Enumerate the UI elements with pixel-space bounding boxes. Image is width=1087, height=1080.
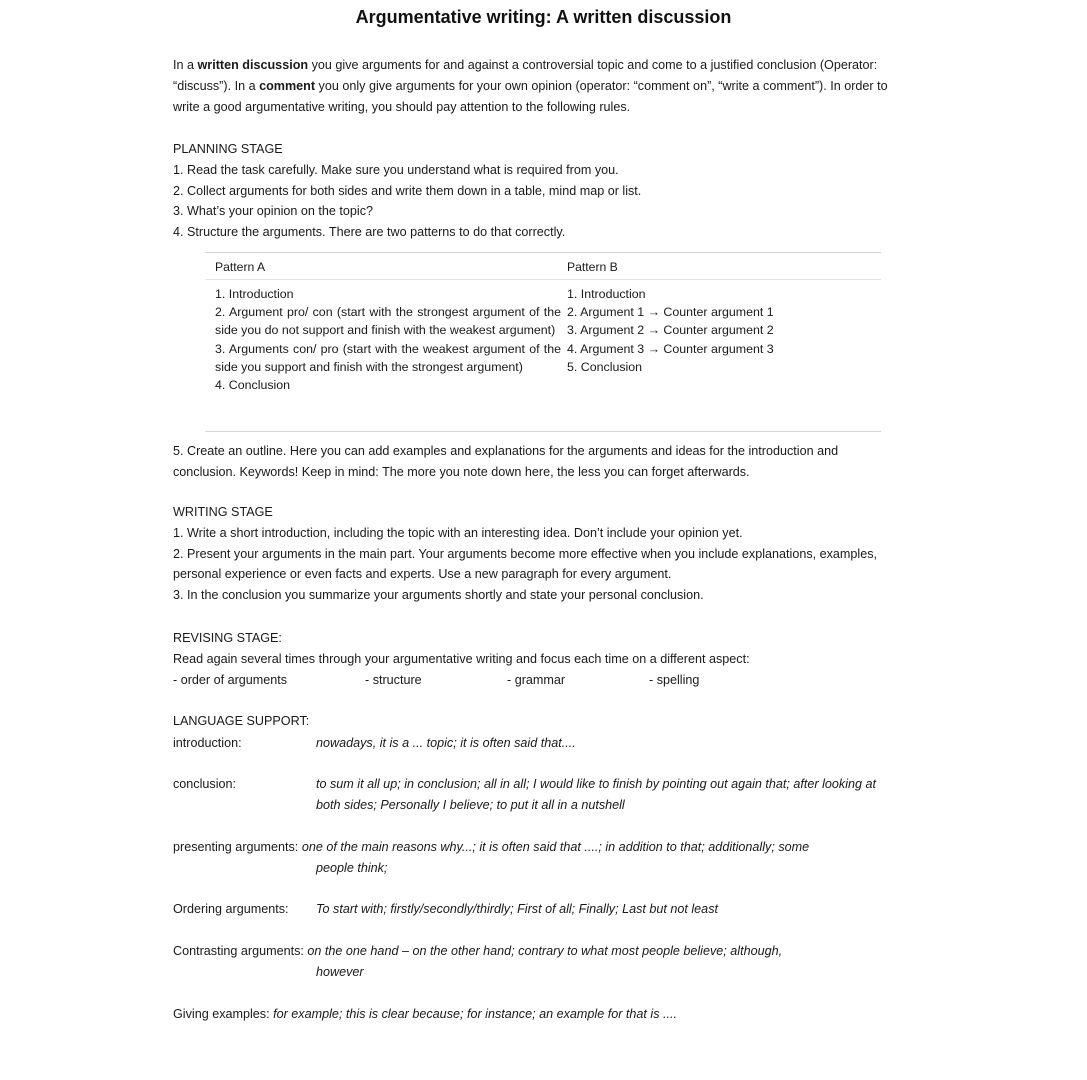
- ls-presenting-text-2: people think;: [316, 860, 388, 875]
- ls-presenting-line: [173, 837, 893, 858]
- writing-heading: WRITING STAGE: [173, 505, 273, 519]
- intro-paragraph: [173, 55, 893, 117]
- writing-item-1: 1. Write a short introduction, including the topic with an interesting idea. Don’t include your opinion yet.: [173, 525, 743, 540]
- revising-heading: REVISING STAGE:: [173, 631, 282, 645]
- ls-ordering-label: Ordering arguments:: [173, 902, 289, 916]
- pattern-a-item: 1. Introduction: [215, 287, 294, 301]
- pattern-b-item: 2. Argument 1 → Counter argument 1: [567, 305, 774, 320]
- planning-heading: PLANNING STAGE: [173, 142, 283, 156]
- planning-item-2: 2. Collect arguments for both sides and write them down in a table, mind map or list.: [173, 183, 642, 198]
- writing-item-2: 2. Present your arguments in the main part. Your arguments become more effective when you include explanations, examples, personal experience or even facts and experts. Use a new paragraph for every argument.: [173, 546, 878, 582]
- ls-examples-line: [173, 1004, 893, 1025]
- aspect-spelling: - spelling: [649, 673, 700, 687]
- pattern-a-item: 3. Arguments con/ pro (start with the weakest argument of the side you support and finish with the strongest argument): [215, 341, 561, 374]
- language-heading: LANGUAGE SUPPORT:: [173, 714, 310, 728]
- intro-text-3: you only give arguments for your own opinion (operator: “comment on”, “write a comment”). In order to write a good argumentative writing, you should pay attention to the following rules.: [173, 78, 888, 114]
- ls-introduction: [173, 733, 893, 754]
- pattern-a-list: [215, 285, 561, 394]
- planning-item-1: 1. Read the task carefully. Make sure you understand what is required from you.: [173, 162, 619, 177]
- aspect-grammar: - grammar: [507, 673, 566, 687]
- ls-contrasting-line: [173, 941, 893, 962]
- table-header-divider: [205, 279, 881, 280]
- ls-contrasting-text-1: on the one hand – on the other hand; contrary to what most people believe; although,: [307, 944, 783, 958]
- planning-stage: [173, 139, 893, 243]
- ls-contrasting-text-2: however: [316, 964, 364, 979]
- ls-examples-label: Giving examples:: [173, 1007, 274, 1021]
- ls-examples-text: for example; this is clear because; for instance; an example for that is ....: [273, 1007, 677, 1021]
- aspect-order: - order of arguments: [173, 673, 288, 687]
- ls-presenting-label: presenting arguments:: [173, 840, 302, 854]
- intro-text-2: you give arguments for and against a controversial topic and come to a justified conclusion (Operator: “discuss”). In a: [173, 58, 878, 93]
- aspect-structure: - structure: [365, 673, 422, 687]
- patterns-table: [205, 252, 881, 432]
- pattern-a-item: 4. Conclusion: [215, 378, 291, 393]
- ls-introduction-label: introduction:: [173, 736, 242, 750]
- revising-stage: [173, 628, 893, 670]
- ls-ordering-text: To start with; firstly/secondly/thirdly; First of all; Finally; Last but not least: [316, 902, 718, 916]
- ls-conclusion-label: conclusion:: [173, 777, 237, 791]
- pattern-b-header: Pattern B: [567, 260, 618, 274]
- writing-stage: [173, 502, 893, 606]
- intro-bold-written-discussion: written discussion: [197, 58, 309, 72]
- writing-item-3: 3. In the conclusion you summarize your arguments shortly and state your personal conclusion.: [173, 588, 704, 603]
- ls-presenting-text-1: one of the main reasons why...; it is often said that ....; in addition to that; additionally; some: [301, 840, 810, 854]
- ls-contrasting: [173, 941, 893, 983]
- pattern-b-item: 4. Argument 3 → Counter argument 3: [567, 341, 774, 356]
- ls-conclusion: [173, 774, 893, 816]
- ls-ordering: [173, 899, 893, 920]
- revising-text: Read again several times through your argumentative writing and focus each time on a different aspect:: [173, 651, 750, 666]
- ls-conclusion-text: to sum it all up; in conclusion; all in all; I would like to finish by pointing out again that; after looking at both sides; Personally I believe; to put it all in a nutshell: [316, 777, 877, 812]
- planning-item-5: 5. Create an outline. Here you can add examples and explanations for the arguments and ideas for the introduction and conclusion. Keywords! Keep in mind: The more you note down here, the less you can forget afterwards.: [173, 444, 839, 479]
- revising-aspects: [173, 670, 893, 691]
- pattern-b-item: 5. Conclusion: [567, 359, 643, 374]
- pattern-a-header: Pattern A: [215, 260, 266, 274]
- intro-text-1: In a: [173, 58, 198, 72]
- ls-presenting: [173, 837, 893, 879]
- ls-contrasting-label: Contrasting arguments:: [173, 944, 308, 958]
- pattern-b-item: 1. Introduction: [567, 287, 646, 301]
- planning-item-4: 4. Structure the arguments. There are two patterns to do that correctly.: [173, 225, 566, 240]
- pattern-b-item: 3. Argument 2 → Counter argument 2: [567, 323, 774, 338]
- ls-examples: [173, 1004, 893, 1025]
- pattern-b-list: [567, 285, 877, 376]
- planning-item-3: 3. What’s your opinion on the topic?: [173, 204, 373, 219]
- intro-bold-comment: comment: [259, 78, 316, 93]
- ls-introduction-text: nowadays, it is a ... topic; it is often said that....: [316, 736, 576, 750]
- document-title: Argumentative writing: A written discussion: [355, 7, 732, 27]
- pattern-a-item: 2. Argument pro/ con (start with the strongest argument of the side you do not support and finish with the weakest argument): [215, 305, 561, 338]
